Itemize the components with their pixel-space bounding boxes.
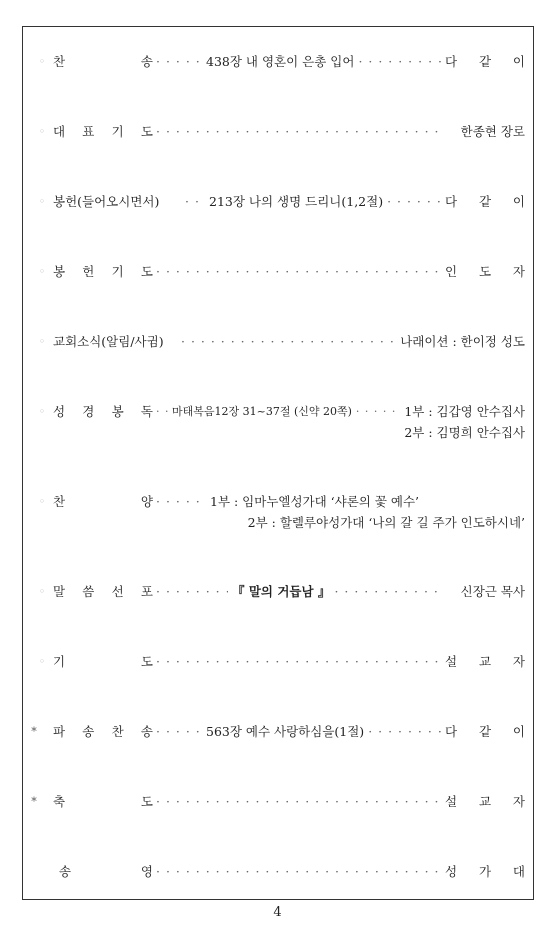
item-label: 축 도 — [53, 794, 153, 809]
worship-item-scripture-reading — [23, 401, 533, 421]
worship-item-sending-hymn — [23, 721, 533, 741]
item-leader: 1부 : 김갑영 안수집사 — [404, 404, 525, 419]
row-marker: * — [31, 794, 37, 808]
item-content: 438장 내 영혼이 은총 입어 — [206, 54, 355, 69]
item-leader: 다 같 이 — [445, 724, 525, 739]
worship-item-prayer — [23, 651, 533, 671]
row-marker: ◦ — [38, 334, 46, 348]
item-label: 찬 양 — [53, 494, 153, 509]
worship-item-church-news — [23, 331, 533, 351]
worship-item-benediction — [23, 791, 533, 811]
worship-item-hymn — [23, 51, 533, 71]
item-leader: 신장근 목사 — [460, 584, 525, 599]
item-leader: 설 교 자 — [445, 654, 525, 669]
item-leader: 설 교 자 — [445, 794, 525, 809]
item-leader: 인 도 자 — [445, 264, 525, 279]
row-marker: ◦ — [38, 194, 46, 208]
row-marker: ◦ — [38, 54, 46, 68]
worship-item-representative-prayer — [23, 121, 533, 141]
item-leader: 다 같 이 — [445, 54, 525, 69]
item-leader: 성 가 대 — [445, 864, 525, 879]
item-leader: 한종현 장로 — [460, 124, 525, 139]
row-marker: ◦ — [38, 124, 46, 138]
item-leader: 나래이션 : 한이정 성도 — [400, 334, 525, 349]
worship-item-offering — [23, 191, 533, 211]
order-of-worship-frame — [22, 26, 534, 900]
item-content: 1부 : 임마누엘성가대 ‘샤론의 꽃 예수’ — [210, 494, 420, 509]
item-leader-second-service: 2부 : 김명희 안수집사 — [404, 425, 525, 440]
item-label: 교회소식(알림/사귐) — [53, 334, 164, 349]
worship-item-offering-prayer — [23, 261, 533, 281]
item-label: 성 경 봉 독 — [53, 404, 153, 419]
item-label: 봉 헌 기 도 — [53, 264, 153, 279]
item-label: 대 표 기 도 — [53, 124, 153, 139]
item-label: 송 영 — [59, 864, 153, 879]
item-content: 213장 나의 생명 드리니(1,2절) — [209, 194, 384, 209]
row-marker: ◦ — [38, 584, 46, 598]
item-content: 563장 예수 사랑하심을(1절) — [206, 724, 365, 739]
page-number: 4 — [273, 905, 282, 920]
row-marker: ◦ — [38, 264, 46, 278]
item-label: 봉헌(들어오시면서) — [53, 194, 160, 209]
row-marker: ◦ — [38, 654, 46, 668]
row-marker: * — [31, 724, 37, 738]
item-content-second-service: 2부 : 할렐루야성가대 ‘나의 갈 길 주가 인도하시네’ — [247, 515, 525, 530]
item-label: 말 씀 선 포 — [53, 584, 153, 599]
worship-item-sermon — [23, 581, 533, 601]
item-content: 마태복음12장 31~37절 (신약 20쪽) — [172, 405, 352, 418]
row-marker: ◦ — [38, 404, 46, 418]
item-label: 찬 송 — [53, 54, 153, 69]
row-marker: ◦ — [38, 494, 46, 508]
worship-item-doxology — [23, 861, 533, 881]
item-label: 파 송 찬 송 — [53, 724, 153, 739]
worship-item-choir-anthem — [23, 491, 533, 511]
sermon-title: 『 말의 거듭남 』 — [232, 584, 331, 599]
item-label: 기 도 — [53, 654, 153, 669]
item-leader: 다 같 이 — [445, 194, 525, 209]
